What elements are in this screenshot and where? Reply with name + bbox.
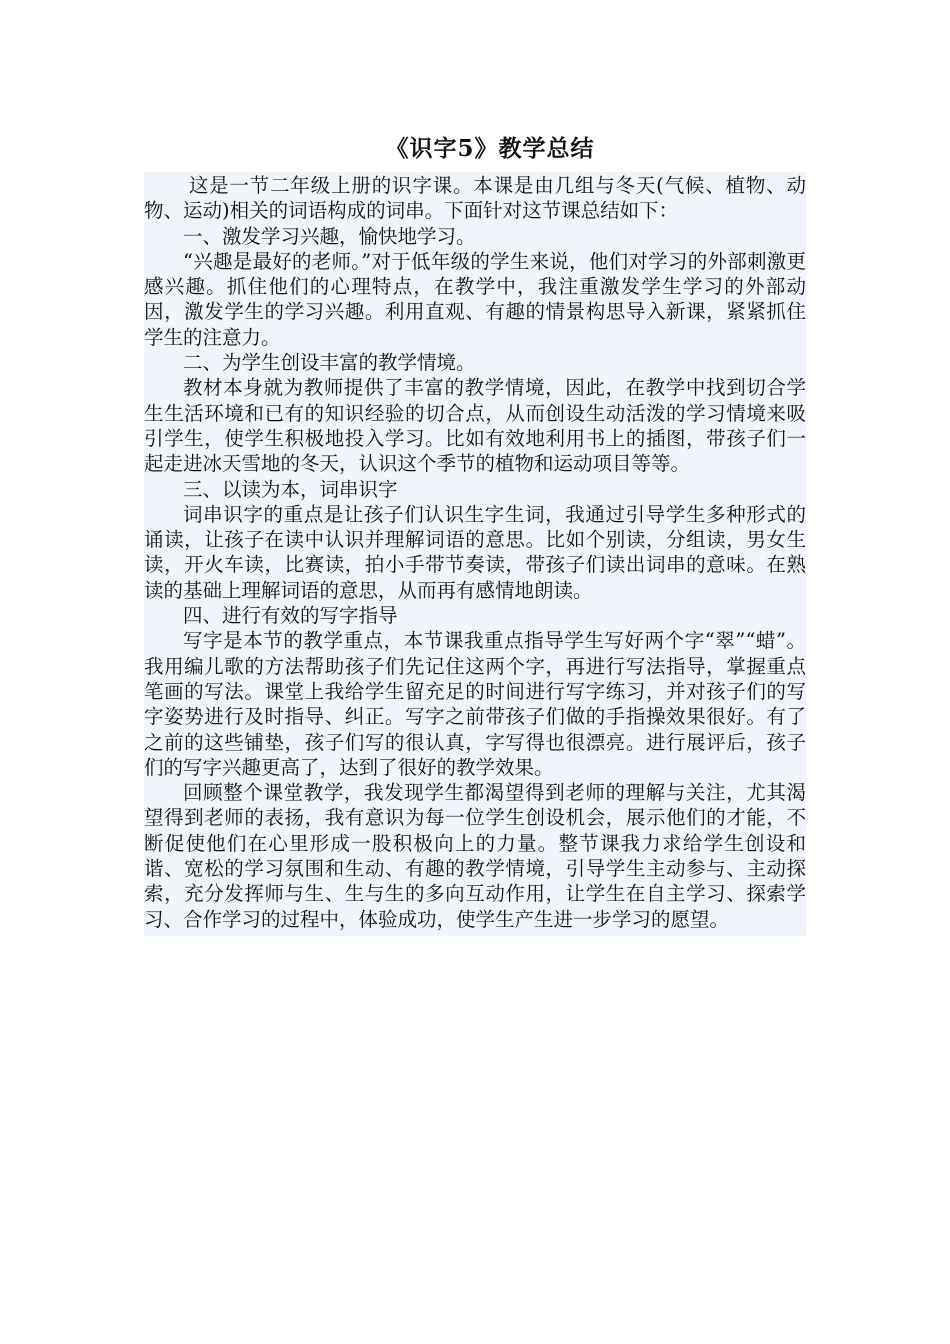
document-body	[144, 172, 806, 936]
paragraph-situation: 教材本身就为教师提供了丰富的教学情境，因此，在教学中找到切合学生生活环境和已有的知识经验的切合点，从而创设生动活泼的学习情境来吸引学生，使学生积极地投入学习。比如有效地利用书上的插图，带孩子们一起走进冰天雪地的冬天，认识这个季节的植物和运动项目等等。	[144, 376, 806, 476]
paragraph-writing: 写字是本节的教学重点，本节课我重点指导学生写好两个字“翠”“蜡”。我用编儿歌的方法帮助孩子们先记住这两个字，再进行写法指导，掌握重点笔画的写法。课堂上我给学生留充足的时间进行写字练习，并对孩子们的写字姿势进行及时指导、纠正。写字之前带孩子们做的手指操效果很好。有了之前的这些铺垫，孩子们写的很认真，字写得也很漂亮。进行展评后，孩子们的写字兴趣更高了，达到了很好的教学效果。	[144, 629, 806, 779]
paragraph-review: 回顾整个课堂教学，我发现学生都渴望得到老师的理解与关注，尤其渴望得到老师的表扬，我有意识为每一位学生创设机会，展示他们的才能，不断促使他们在心里形成一股积极向上的力量。整节课我力求给学生创设和谐、宽松的学习氛围和生动、有趣的教学情境，引导学生主动参与、主动探索，充分发挥师与生、生与生的多向互动作用，让学生在自主学习、探索学习、合作学习的过程中，体验成功，使学生产生进一步学习的愿望。	[144, 781, 806, 931]
paragraph-interest: “兴趣是最好的老师。”对于低年级的学生来说，他们对学习的外部刺激更感兴趣。抓住他们的心理特点，在教学中，我注重激发学生学习的外部动因，激发学生的学习兴趣。利用直观、有趣的情景构思导入新课，紧紧抓住学生的注意力。	[144, 249, 806, 349]
section-heading-2: 二、为学生创设丰富的教学情境。	[183, 351, 476, 375]
section-heading-4: 四、进行有效的写字指导	[183, 604, 398, 628]
document-title: 《识字5》教学总结	[385, 135, 595, 162]
section-heading-1: 一、激发学习兴趣，愉快地学习。	[183, 224, 476, 248]
section-heading-3: 三、以读为本，词串识字	[183, 477, 398, 501]
paragraph-intro: 这是一节二年级上册的识字课。本课是由几组与冬天(气候、植物、动物、运动)相关的词语构成的词串。下面针对这节课总结如下：	[144, 174, 806, 223]
paragraph-reading: 词串识字的重点是让孩子们认识生字生词，我通过引导学生多种形式的诵读，让孩子在读中认识并理解词语的意思。比如个别读，分组读，男女生读，开火车读，比赛读，拍小手带节奏读，带孩子们读出词串的意味。在熟读的基础上理解词语的意思，从而再有感情地朗读。	[144, 502, 806, 602]
